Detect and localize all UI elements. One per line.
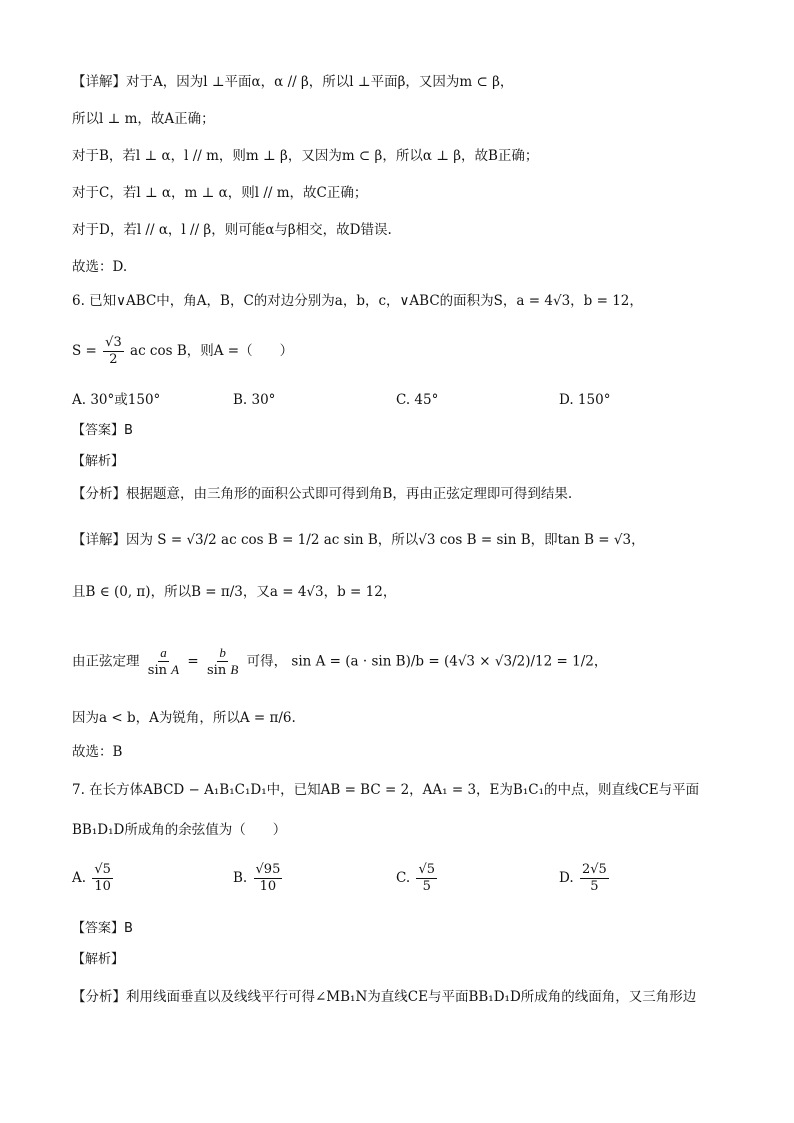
q7-fenxi: 【分析】利用线面垂直以及线线平行可得∠MB₁N为直线CE与平面BB₁D₁D所成角的线面角，又三角形边 xyxy=(72,989,697,1005)
q6-angle-line: 且B ∈ (0, π)，所以B = π/3，又a = 4√3，b = 12， xyxy=(72,584,397,600)
q6-answer: 【答案】B xyxy=(72,423,133,438)
q6-stem: 6. 已知∨ABC中，角A，B，C的对边分别为a，b，c，∨ABC的面积为S，a = 4√3，b = 12， xyxy=(72,293,643,309)
q6-sine-math: sin A = (a · sin B)/b = (4√3 × √3/2)/12 = 1/2， xyxy=(291,653,608,670)
q6-fenxi: 【分析】根据题意，由三角形的面积公式即可得到角B，再由正弦定理即可得到结果. xyxy=(72,486,573,502)
q7-option-d-den: 5 xyxy=(590,879,599,894)
q6-formula-left: S = xyxy=(72,343,97,359)
q7-option-d xyxy=(559,862,611,895)
q6-sine-frac-b: $\frac{b}{\text{sin B}}$ xyxy=(207,645,239,678)
detail-line-4: 对于C，若l ⊥ α，m ⊥ α，则l // m，故C正确； xyxy=(72,185,368,201)
q7-stem-2: BB₁D₁D所成角的余弦值为（ ） xyxy=(72,822,287,838)
q6-choose: 故选：B xyxy=(72,744,123,760)
q7-option-b xyxy=(233,862,284,895)
q7-option-c-den: 5 xyxy=(422,879,431,894)
q6-option-a: A. 30°或150° xyxy=(72,392,161,408)
q6-sine-rule-line: 由正弦定理 $\frac{a}{\text{sin A}}$ = $\frac{b}{\text{sin B}}$ 可得， sin A = (a · sin B)/b = (4√3 × √3/2)/12 = 1/2， xyxy=(72,645,608,678)
detail-line-5: 对于D，若l // α，l // β，则可能α与β相交，故D错误. xyxy=(72,222,392,238)
q6-formula-right: ac cos B，则A =（ ） xyxy=(130,343,294,359)
q6-option-b: B. 30° xyxy=(233,392,276,408)
q6-detail-line xyxy=(72,530,645,550)
q7-answer: 【答案】B xyxy=(72,921,133,936)
detail-line-2: 所以l ⊥ m，故A正确； xyxy=(72,111,215,127)
q6-detail-prefix: 【详解】因为 xyxy=(72,532,153,548)
q6-sine-frac-a: $\frac{a}{\text{sin A}}$ xyxy=(147,645,180,678)
q7-option-b-num: √95 xyxy=(255,862,281,877)
q6-sine-mid: 可得， xyxy=(246,653,288,670)
q7-option-a-num: √5 xyxy=(94,862,111,877)
q6-stem-formula xyxy=(72,333,293,369)
q7-option-a xyxy=(72,862,115,895)
q7-stem: 7. 在长方体ABCD − A₁B₁C₁D₁中，已知AB = BC = 2，AA₁ = 3，E为B₁C₁的中点，则直线CE与平面 xyxy=(72,782,700,798)
detail-line-3: 对于B，若l ⊥ α，l // m，则m ⊥ β，又因为m ⊂ β，所以α ⊥ β，故B正确； xyxy=(72,148,539,164)
q7-option-a-den: 10 xyxy=(94,879,111,894)
q7-option-d-letter: D. xyxy=(559,870,574,886)
q7-option-c-letter: C. xyxy=(396,870,411,886)
conclusion-line: 故选：D. xyxy=(72,259,128,275)
q7-option-c-num: √5 xyxy=(418,862,435,877)
q6-analysis-tag: 【解析】 xyxy=(72,454,125,469)
q6-fraction xyxy=(103,335,124,368)
q7-analysis-tag: 【解析】 xyxy=(72,952,125,967)
q6-acute-line: 因为a < b，A为锐角，所以A = π/6. xyxy=(72,710,296,726)
q6-option-c: C. 45° xyxy=(396,392,439,408)
q7-option-a-letter: A. xyxy=(72,870,87,886)
q6-sine-prefix: 由正弦定理 xyxy=(72,653,140,670)
detail-line-1: 【详解】对于A，因为l ⊥平面α，α // β，所以l ⊥平面β，又因为m ⊂ β， xyxy=(72,74,514,90)
q7-option-d-num: 2√5 xyxy=(581,862,607,877)
q6-detail-math: S = √3/2 ac cos B = 1/2 ac sin B，所以√3 cos B = sin B，即tan B = √3， xyxy=(157,532,645,548)
q7-option-b-den: 10 xyxy=(259,879,277,894)
q6-fraction-numerator: √3 xyxy=(105,335,122,350)
q6-option-d: D. 150° xyxy=(559,392,611,408)
q6-fraction-denominator: 2 xyxy=(109,352,118,367)
q7-option-b-letter: B. xyxy=(233,870,248,886)
q7-option-c xyxy=(396,862,439,895)
